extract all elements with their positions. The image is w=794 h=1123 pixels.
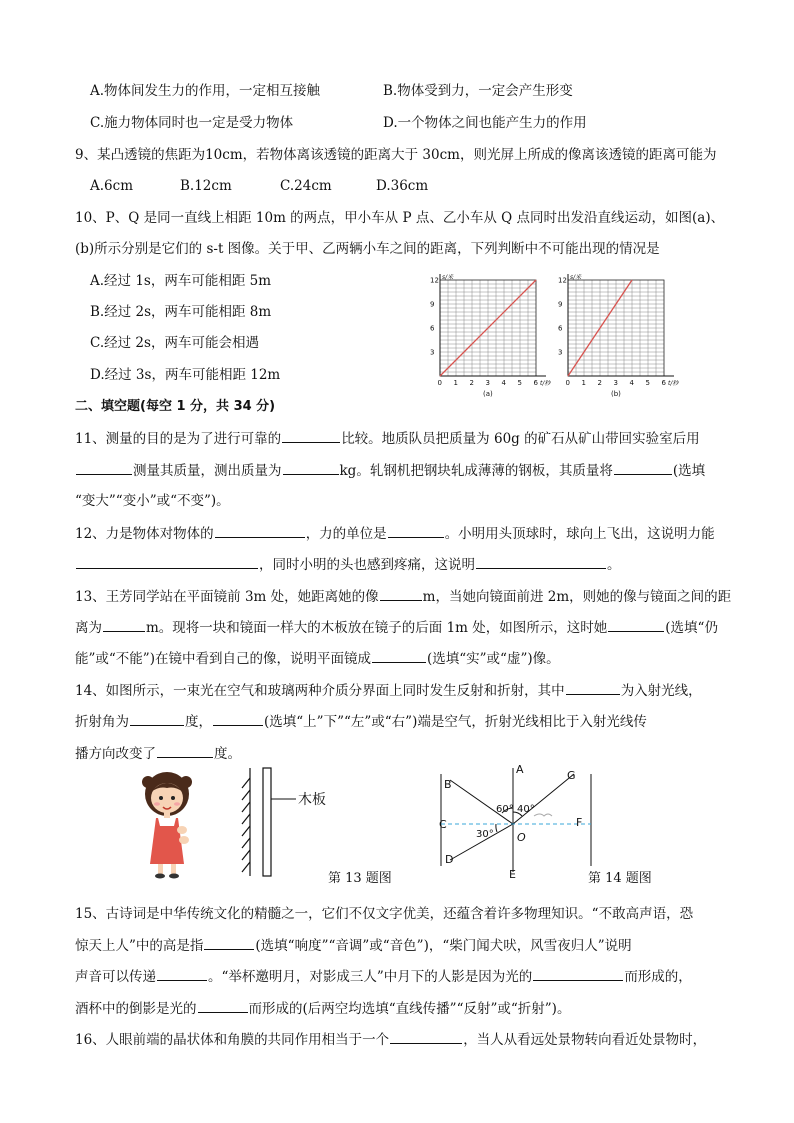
angle-60-label: 60° [496,804,514,815]
q11-line1 [75,428,700,449]
q14-line1 [75,680,702,701]
x-tick-label: 2 [469,379,474,387]
q15-line1: 15、古诗词是中华传统文化的精髓之一，它们不仅文字优美，还蕴含着许多物理知识。“不敢高声语，恐 [75,906,694,922]
q12-blank-1[interactable] [215,523,305,538]
q12-text: 。小明用头顶球时，球向上飞出，这说明力能 [444,526,715,542]
q15-text: (选填“响度”“音调”或“音色”)，“柴门闻犬吠，风雪夜归人”说明 [255,938,632,954]
angle-30-label: 30° [476,829,494,840]
q14-text: 折射角为 [75,714,129,730]
q13-text: 离为 [75,620,102,636]
q13-blank-3[interactable] [608,617,664,632]
q9-option-d: D.36cm [376,178,429,194]
q9-option-b: B.12cm [180,178,232,194]
q14-text: 为入射光线， [620,683,702,699]
x-tick-label: 1 [581,379,586,387]
point-b-label: B [444,778,452,791]
x-tick-label: 4 [501,379,506,387]
q11-line2 [75,460,705,481]
x-tick-label: 6 [661,379,666,387]
girl-illustration [142,772,192,879]
figure-13-caption: 第 13 题图 [328,871,392,886]
q14-blank-3[interactable] [213,711,263,726]
q15-line4 [75,998,570,1019]
q13-text: (选填“仍 [665,620,718,636]
x-axis-label: t/秒 [668,380,679,387]
q11-line3: “变大”“变小”或“不变”)。 [75,493,230,509]
q10-option-c: C.经过 2s，两车可能会相遇 [90,335,259,351]
q11-blank-2[interactable] [76,460,132,475]
q8-option-a: A.物体间发生力的作用，一定相互接触 [90,83,321,99]
y-tick-label: 12 [558,276,567,285]
graph-a-caption: (a) [483,390,493,398]
angle-40-label: 40° [517,804,535,815]
q12-line1 [75,523,715,544]
q13-text: 能”或“不能”)在镜中看到自己的像，说明平面镜成 [75,651,371,667]
q8-option-c: C.施力物体同时也一定是受力物体 [90,115,294,131]
q11-text: 11、测量的目的是为了进行可靠的 [75,431,282,447]
q11-blank-3[interactable] [283,460,339,475]
q14-text: 14、如图所示，一束光在空气和玻璃两种介质分界面上同时发生反射和折射，其中 [75,683,565,699]
x-tick-label: 0 [437,379,442,387]
q14-blank-4[interactable] [157,743,213,758]
q13-text: 13、王芳同学站在平面镜前 3m 处，她距离她的像 [75,589,379,605]
y-tick-label: 6 [558,324,563,333]
q13-line1 [75,586,731,607]
q14-text: (选填“上”下”“左”或“右”)端是空气，折射光线相比于入射光线传 [264,714,647,730]
q15-blank-1[interactable] [204,935,254,950]
q10-stem-line2: (b)所示分别是它们的 s-t 图像。关于甲、乙两辆小车之间的距离，下列判断中不可能出现的情况是 [75,241,660,257]
q15-text: 。“举杯邀明月，对影成三人”中月下的人影是因为光的 [208,969,533,985]
q13-line2 [75,617,718,638]
q15-text: 而形成的(后两空均选填“直线传播”“反射”或“折射”)。 [248,1001,571,1017]
q11-text: 测量其质量，测出质量为 [133,463,282,479]
x-tick-label: 5 [645,379,650,387]
x-tick-label: 3 [485,379,490,387]
q16-text: 16、人眼前端的晶状体和角膜的共同作用相当于一个 [75,1032,390,1048]
wood-board [263,768,271,876]
q16-text: ，当人从看远处景物转向看近处景物时， [463,1032,707,1048]
x-tick-label: 0 [565,379,570,387]
q12-blank-2[interactable] [388,523,444,538]
y-tick-label: 3 [558,348,563,357]
q13-text: m，当她向镜面前进 2m，则她的像与镜面之间的距 [422,589,732,605]
q14-line3 [75,743,241,764]
figure-14-caption: 第 14 题图 [588,871,652,886]
q13-text: (选填“实”或“虚”)像。 [426,651,560,667]
q15-text: 惊天上人”中的高是指 [75,938,204,954]
q15-blank-3[interactable] [533,966,623,981]
point-o-label: O [517,831,526,844]
q11-text: (选填 [672,463,706,479]
q9-stem: 9、某凸透镜的焦距为10cm，若物体离该透镜的距离大于 30cm，则光屏上所成的像离该透镜的距离可能为 [75,147,717,163]
q11-blank-1[interactable] [282,428,340,443]
y-tick-label: 12 [430,276,439,285]
q12-line2 [75,554,621,575]
q15-blank-4[interactable] [198,998,248,1013]
q8-option-d: D.一个物体之间也能产生力的作用 [383,115,587,131]
y-tick-label: 9 [558,300,563,309]
section-2-title: 二、填空题(每空 1 分，共 34 分) [75,399,276,414]
point-e-label: E [509,868,516,881]
q13-line3 [75,648,560,669]
q14-line2 [75,711,647,732]
q13-blank-1[interactable] [380,586,422,601]
x-tick-label: 6 [533,379,538,387]
q14-figure [436,762,596,882]
q14-text: 度。 [214,746,241,762]
y-axis-label: s/米 [442,274,454,281]
q13-figure [140,764,350,884]
point-g-label: G [567,769,576,782]
q13-blank-2[interactable] [103,617,145,632]
x-tick-label: 5 [517,379,522,387]
q12-text: 。 [607,557,621,573]
q13-blank-4[interactable] [372,648,426,663]
q16-line1 [75,1029,706,1050]
y-tick-label: 9 [430,300,435,309]
q15-text: 声音可以传递 [75,969,156,985]
q14-text: 播方向改变了 [75,746,156,762]
q14-text: 度， [185,714,212,730]
q12-blank-3[interactable] [76,554,258,569]
board-label: 木板 [298,792,326,808]
q9-option-a: A.6cm [90,178,133,194]
q12-text: 12、力是物体对物体的 [75,526,214,542]
point-a-label: A [516,763,524,776]
q15-blank-2[interactable] [157,966,207,981]
q15-line3 [75,966,692,987]
y-axis-label: s/米 [570,274,582,281]
x-tick-label: 4 [629,379,634,387]
q9-option-c: C.24cm [280,178,332,194]
q12-blank-4[interactable] [476,554,606,569]
q14-blank-2[interactable] [130,711,184,726]
graph-b [558,273,679,398]
y-tick-label: 3 [430,348,435,357]
q15-text: 而形成的， [624,969,692,985]
y-tick-label: 6 [430,324,435,333]
q10-option-d: D.经过 3s，两车可能相距 12m [90,367,281,383]
q13-text: m。现将一块和镜面一样大的木板放在镜子的后面 1m 处，如图所示，这时她 [146,620,608,636]
q10-stem-line1: 10、P、Q 是同一直线上相距 10m 的两点，甲小车从 P 点、乙小车从 Q 点同时出发沿直线运动，如图(a)、 [75,210,725,226]
q10-option-a: A.经过 1s，两车可能相距 5m [90,273,272,289]
q14-blank-1[interactable] [566,680,620,695]
q8-option-b: B.物体受到力，一定会产生形变 [383,83,573,99]
q12-text: ，同时小明的头也感到疼痛，这说明 [259,557,475,573]
point-d-label: D [445,853,454,866]
q10-option-b: B.经过 2s，两车可能相距 8m [90,304,272,320]
graph-b-caption: (b) [611,390,621,398]
q10-st-graphs [420,266,679,398]
plane-mirror [242,768,250,876]
point-c-label: C [439,818,447,831]
q12-text: ，力的单位是 [305,526,387,542]
q11-text: kg。轧钢机把钢块轧成薄薄的钢板，其质量将 [339,463,613,479]
point-f-label: F [576,816,583,829]
x-tick-label: 1 [453,379,458,387]
x-tick-label: 3 [613,379,618,387]
x-axis-label: t/秒 [540,380,551,387]
x-tick-label: 2 [597,379,602,387]
q16-blank-1[interactable] [390,1029,462,1044]
q15-line2 [75,935,632,956]
q15-text: 酒杯中的倒影是光的 [75,1001,197,1017]
q11-blank-4[interactable] [614,460,672,475]
graph-a [430,273,551,398]
q11-text: 比较。地质队员把质量为 60g 的矿石从矿山带回实验室后用 [341,431,700,447]
